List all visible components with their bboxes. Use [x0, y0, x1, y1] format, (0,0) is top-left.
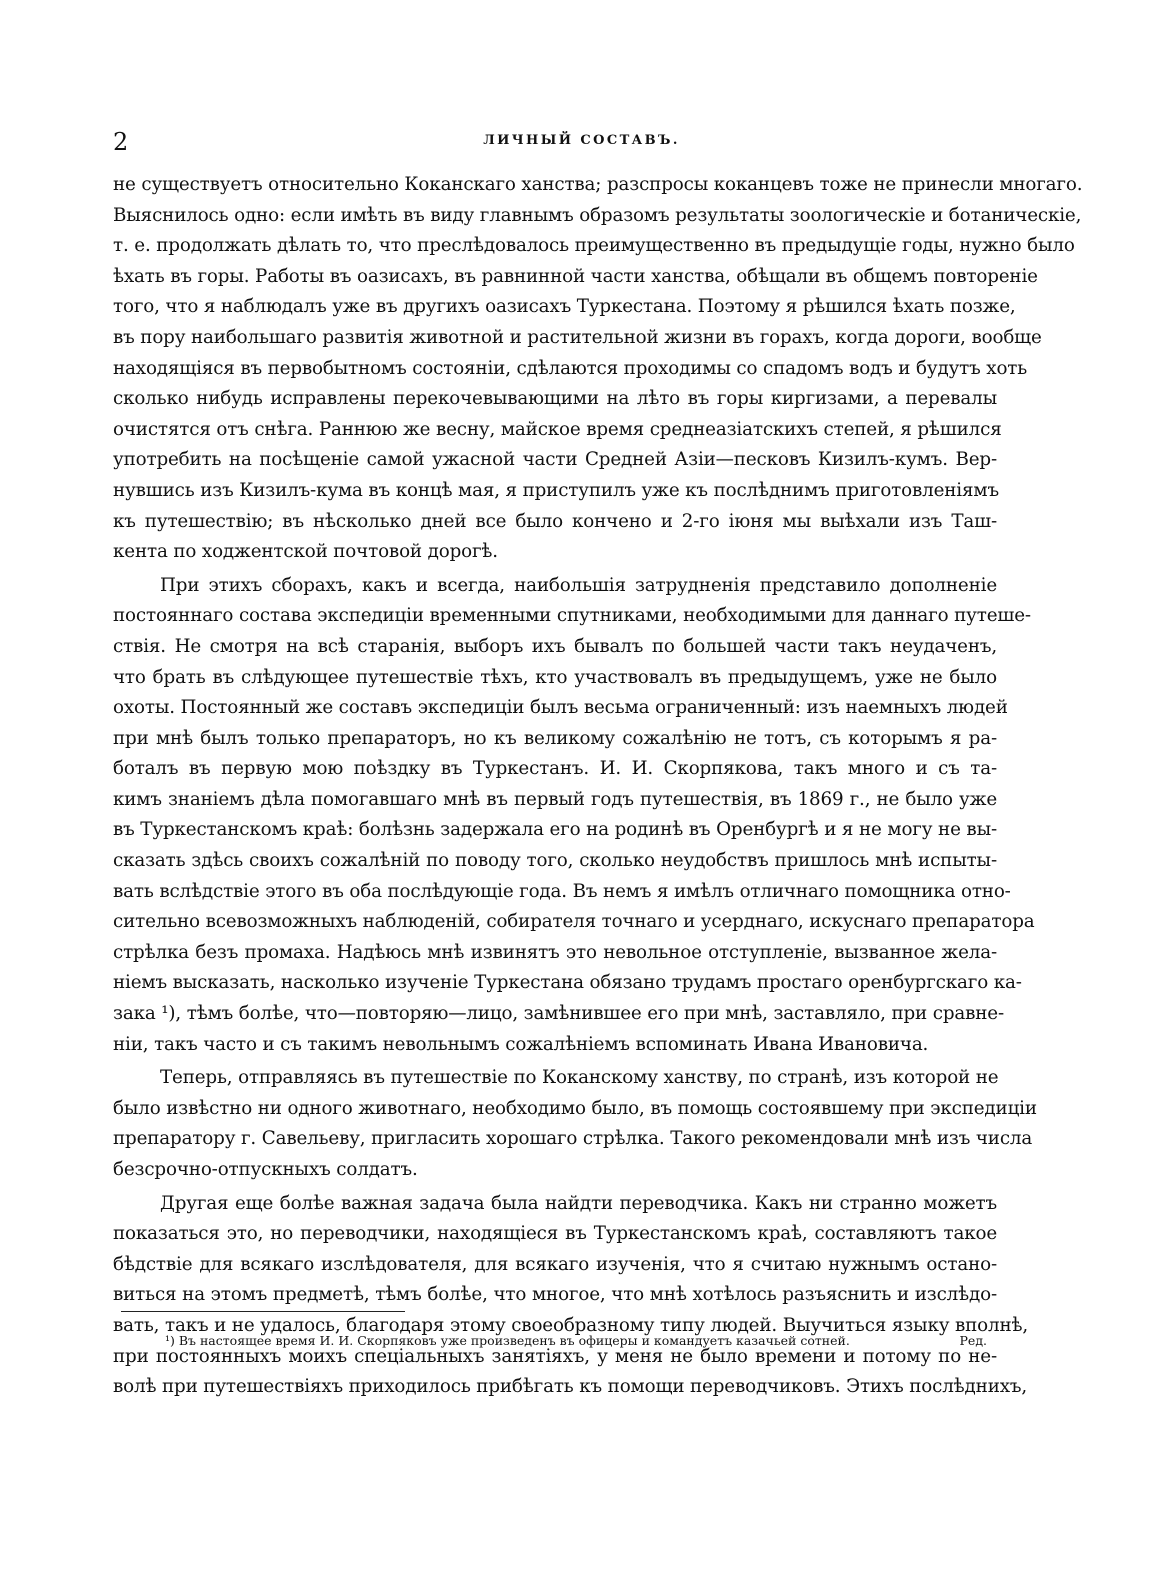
- footnote-divider: [121, 1311, 405, 1312]
- text-line: нувшись изъ Кизилъ-кума въ концѣ мая, я приступилъ уже къ послѣднимъ приготовленіямъ: [113, 479, 999, 501]
- text-line: вать вслѣдствіе этого въ оба послѣдующіе года. Въ немъ я имѣлъ отличнаго помощника отно-: [113, 880, 1011, 902]
- text-line: бѣдствіе для всякаго изслѣдователя, для всякаго изученія, что я считаю нужнымъ остано-: [113, 1253, 997, 1275]
- text-line: Теперь, отправляясь въ путешествіе по Коканскому ханству, по странѣ, изъ которой не: [160, 1067, 999, 1089]
- text-line: кимъ знаніемъ дѣла помогавшаго мнѣ въ первый годъ путешествія, въ 1869 г., не было уже: [113, 788, 997, 810]
- text-line: показаться это, но переводчики, находящіеся въ Туркестанскомъ краѣ, составляютъ такое: [113, 1223, 997, 1245]
- text-line: сколько нибудь исправлены перекочевывающими на лѣто въ горы киргизами, а перевалы: [113, 388, 997, 410]
- footnote-text: ¹) Въ настоящее время И. И. Скорпяковъ уже произведенъ въ офицеры и командуетъ казачьей сотней.: [165, 1333, 850, 1348]
- text-line: не существуетъ относительно Коканскаго ханства; разспросы коканцевъ тоже не принесли многаго.: [113, 174, 1083, 195]
- text-line: при мнѣ былъ только препараторъ, но къ великому сожалѣнію не тотъ, съ которымъ я ра-: [113, 727, 997, 749]
- text-line: охоты. Постоянный же составъ экспедиціи былъ весьма ограниченный: изъ наемныхъ людей: [113, 697, 1008, 719]
- page-number: 2: [113, 128, 129, 156]
- text-line: ствія. Не смотря на всѣ старанія, выборъ ихъ бывалъ по большей части такъ неудаченъ,: [113, 635, 997, 657]
- text-line: Другая еще болѣе важная задача была найдти переводчика. Какъ ни странно можетъ: [160, 1192, 997, 1214]
- text-line: ѣхать въ горы. Работы въ оазисахъ, въ равнинной части ханства, обѣщали въ общемъ повтореніе: [113, 265, 1038, 287]
- text-line: сказать здѣсь своихъ сожалѣній по поводу того, сколько неудобствъ пришлось мнѣ испыты-: [113, 850, 997, 872]
- text-line: безсрочно-отпускныхъ солдатъ.: [113, 1159, 418, 1180]
- text-line: въ пору наибольшаго развитія животной и растительной жизни въ горахъ, когда дороги, вообще: [113, 326, 1042, 348]
- text-line: зака ¹), тѣмъ болѣе, что—повторяю—лицо, замѣнившее его при мнѣ, заставляло, при сравне-: [113, 1003, 1004, 1025]
- text-line: препаратору г. Савельеву, пригласить хорошаго стрѣлка. Такого рекомендовали мнѣ изъ числа: [113, 1128, 1033, 1150]
- footnote: [165, 1333, 987, 1349]
- footnote-signature: Ред.: [959, 1333, 987, 1348]
- text-line: того, что я наблюдалъ уже въ другихъ оазисахъ Туркестана. Поэтому я рѣшился ѣхать позже,: [113, 296, 1016, 318]
- text-line: сительно всевозможныхъ наблюденій, собирателя точнаго и усерднаго, искуснаго препаратора: [113, 911, 1035, 933]
- text-line: было извѣстно ни одного животнаго, необходимо было, въ помощь состоявшему при экспедиціи: [113, 1097, 1037, 1119]
- text-line: постояннаго состава экспедиціи временными спутниками, необходимыми для даннаго путеше-: [113, 605, 1031, 627]
- text-line: виться на этомъ предметѣ, тѣмъ болѣе, что многое, что мнѣ хотѣлось разъяснить и изслѣдо-: [113, 1284, 997, 1306]
- text-line: боталъ въ первую мою поѣздку въ Туркестанъ. И. И. Скорпякова, такъ много и съ та-: [113, 758, 997, 780]
- text-line: ніи, такъ часто и съ такимъ невольнымъ сожалѣніемъ вспоминать Ивана Ивановича.: [113, 1033, 929, 1055]
- text-line: очистятся отъ снѣга. Раннюю же весну, майское время среднеазіатскихъ степей, я рѣшился: [113, 418, 1002, 440]
- text-line: вать, такъ и не удалось, благодаря этому своеобразному типу людей. Выучиться языку вполнѣ,: [113, 1314, 1029, 1336]
- text-line: что брать въ слѣдующее путешествіе тѣхъ, кто участвовалъ въ предыдущемъ, уже не было: [113, 666, 997, 688]
- main-text: [113, 170, 1083, 1403]
- text-line: при постоянныхъ моихъ спеціальныхъ занятіяхъ, у меня не было времени и потому по не-: [113, 1345, 997, 1367]
- text-line: волѣ при путешествіяхъ приходилось прибѣгать къ помощи переводчиковъ. Этихъ послѣднихъ,: [113, 1376, 1028, 1398]
- text-line: кента по ходжентской почтовой дорогѣ.: [113, 541, 498, 563]
- text-line: стрѣлка безъ промаха. Надѣюсь мнѣ извинятъ это невольное отступленіе, вызванное жела-: [113, 941, 997, 963]
- text-line: ніемъ высказать, насколько изученіе Туркестана обязано трудамъ простаго оренбургскаго ка-: [113, 972, 1022, 994]
- text-line: При этихъ сборахъ, какъ и всегда, наибольшія затрудненія представило дополненіе: [160, 574, 997, 596]
- text-line: къ путешествію; въ нѣсколько дней все было кончено и 2-го іюня мы выѣхали изъ Таш-: [113, 510, 997, 532]
- text-line: употребить на посѣщеніе самой ужасной части Средней Азіи—песковъ Кизилъ-кумъ. Вер-: [113, 449, 997, 471]
- text-line: т. е. продолжать дѣлать то, что преслѣдовалось преимущественно въ предыдущіе годы, нужно было: [113, 235, 1075, 257]
- running-title: ЛИЧНЫЙ СОСТАВЪ.: [483, 133, 680, 148]
- text-line: находящіяся въ первобытномъ состояніи, сдѣлаются проходимы со спадомъ водъ и будутъ хоть: [113, 357, 1028, 379]
- text-line: Выяснилось одно: если имѣть въ виду главнымъ образомъ результаты зоологическіе и ботаническіе,: [113, 204, 1082, 226]
- text-line: въ Туркестанскомъ краѣ: болѣзнь задержала его на родинѣ въ Оренбургѣ и я не могу не вы-: [113, 819, 997, 841]
